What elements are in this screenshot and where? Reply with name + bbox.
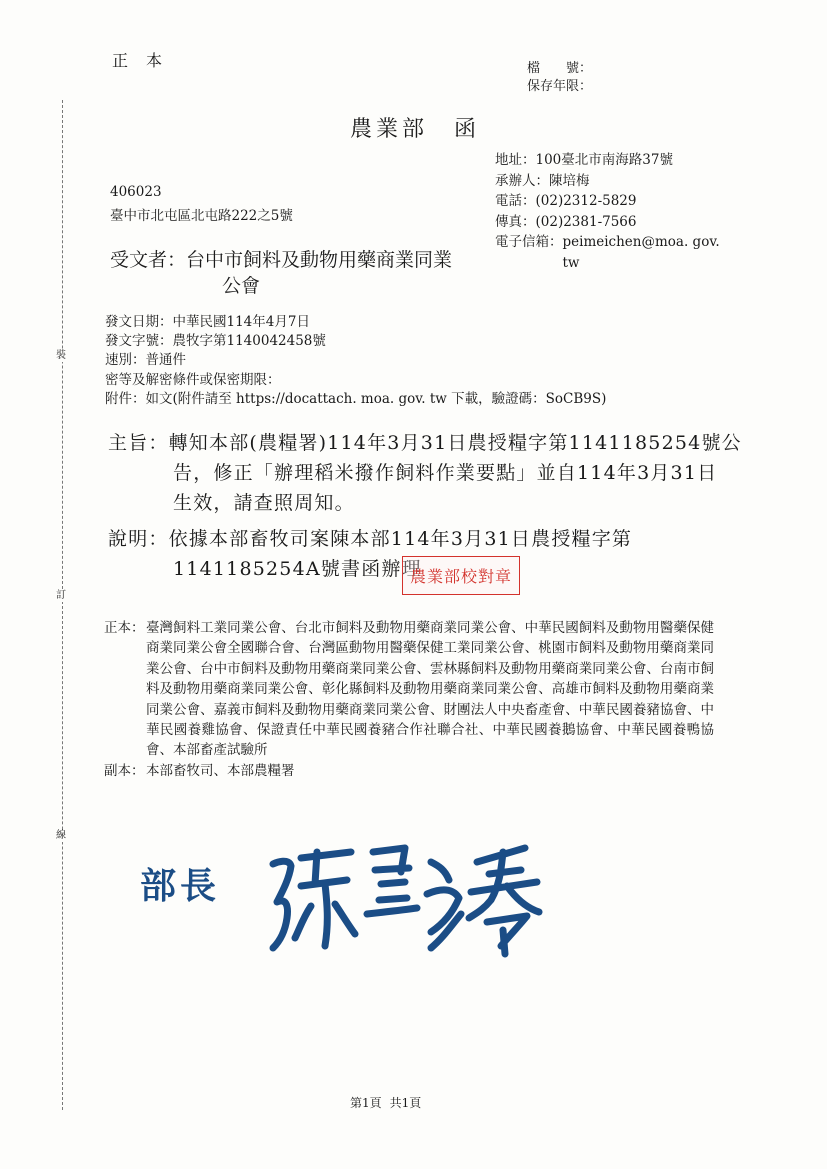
- explanation-line: 說明：依據本部畜牧司案陳本部114年3月31日農授糧字第: [108, 528, 633, 550]
- contact-address: 地址：100臺北市南海路37號: [495, 152, 673, 168]
- binding-line: [62, 100, 63, 1110]
- contact-phone: 電話：(02)2312-5829: [495, 193, 637, 209]
- cc-label: 副本：: [104, 762, 145, 779]
- cc-recipients: 本部畜牧司、本部農糧署: [146, 762, 295, 779]
- issuing-org: 農業部: [350, 117, 429, 142]
- recipient-label: 受文者：: [110, 249, 187, 271]
- contact-fax: 傳真：(02)2381-7566: [495, 213, 637, 230]
- contact-handler: 承辦人：陳培梅: [495, 172, 590, 189]
- file-number: 檔 號：: [527, 61, 593, 76]
- attachment: 附件：如文(附件請至 https://docattach. moa. gov. tw 下載，驗證碼：SoCB9S): [105, 390, 607, 407]
- page-indicator: [350, 1094, 429, 1111]
- contact-block: [495, 150, 723, 273]
- contact-email-row: [495, 232, 723, 273]
- page-current: 第1頁: [350, 1096, 382, 1110]
- retention-period: 保存年限：: [527, 79, 593, 94]
- distribution-list: [104, 618, 714, 781]
- subject-line: 告，修正「辦理稻米撥作飼料作業要點」並自114年3月31日: [173, 462, 718, 484]
- subject-section: [108, 428, 742, 518]
- email-label: 電子信箱：: [495, 234, 563, 250]
- proofreading-seal: [402, 556, 520, 595]
- signature: [255, 822, 545, 962]
- document-title: [350, 112, 480, 143]
- document-type: 函: [454, 117, 481, 142]
- recipient-name-cont: 公會: [222, 275, 261, 297]
- copy-mark: 正本: [112, 51, 181, 70]
- recipient: [110, 247, 452, 299]
- page-total: 共1頁: [389, 1096, 422, 1110]
- recipient-name: 台中市飼料及動物用藥商業同業: [186, 249, 453, 271]
- binding-char-xian: 線: [56, 830, 66, 841]
- primary-label: 正本：: [104, 620, 145, 636]
- explanation-section: [108, 524, 632, 584]
- binding-char-zhuang: 裝: [56, 350, 66, 361]
- document-meta: [105, 313, 606, 409]
- binding-char-ding: 訂: [56, 590, 66, 601]
- seal-text: 農業部校對章: [409, 567, 512, 586]
- subject-line: 生效，請查照周知。: [173, 492, 355, 514]
- explanation-line: 1141185254A號書函辦理: [173, 558, 422, 580]
- document-number: 發文字號：農牧字第1140042458號: [105, 333, 326, 350]
- signer-title: 部長: [140, 865, 221, 907]
- secrecy-level: 密等及解密條件或保密期限：: [105, 371, 281, 388]
- recipient-address: 臺中市北屯區北屯路222之5號: [110, 208, 293, 224]
- email-address: peimeichen@moa. gov. tw: [562, 234, 720, 271]
- recipient-postal-code: 406023: [110, 184, 162, 200]
- archive-info: [527, 60, 592, 96]
- primary-recipients: 臺灣飼料工業同業公會、台北市飼料及動物用藥商業同業公會、中華民國飼料及動物用醫藥保健商業同業公會全國聯合會、台灣區動物用醫藥保健工業同業公會、桃園市飼料及動物用藥商業同業公會、台中市飼料及動物用藥商業同業公會、雲林縣飼料及動物用藥商業同業公會、台南市飼料及動物用藥商業同業公會、彰化縣飼料及動物用藥商業同業公會、高雄市飼料及動物用藥商業同業公會、嘉義市飼料及動物用藥商業同業公會、財團法人中央畜產會、中華民國養豬協會、中華民國養雞協會、保證責任中華民國養豬合作社聯合社、中華民國養鵝協會、中華民國養鴨協會、本部畜產試驗所: [146, 620, 714, 759]
- issue-date: 發文日期：中華民國114年4月7日: [105, 314, 310, 330]
- subject-line: 主旨：轉知本部(農糧署)114年3月31日農授糧字第1141185254號公: [108, 432, 742, 454]
- delivery-speed: 速別：普通件: [105, 352, 186, 369]
